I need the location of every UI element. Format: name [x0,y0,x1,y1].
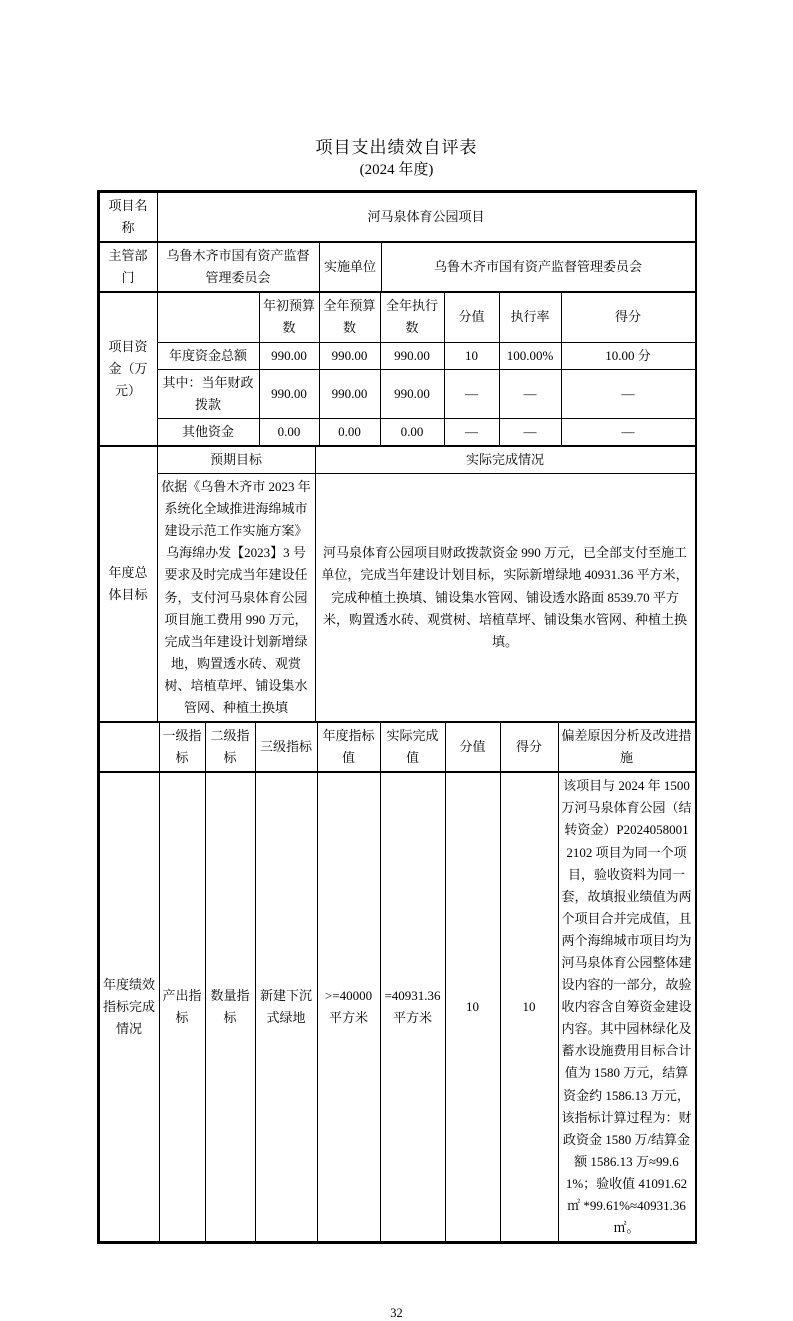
goal-header-row [99,446,695,473]
indicator-actual-value: =40931.36 平方米 [380,772,445,1241]
actual-completion-header: 实际完成情况 [315,446,695,473]
indicator-level1-value: 产出指标 [159,772,205,1241]
table-row [99,193,695,242]
funds-other-label: 其他资金 [157,418,259,445]
funds-blank-cell [157,293,259,342]
funds-row-fiscal [99,369,695,418]
expected-goal-text: 依据《乌鲁木齐市 2023 年系统化全域推进海绵城市建设示范工作实施方案》乌海绵办发【2023】3 号要求及时完成当年建设任务，支付河马泉体育公园项目施工费用 990 万元，完成当年建设计划新增绿地，购置透水砖、观赏树、培植草坪、铺设集水管网、种植土换填 [157,474,315,722]
expected-goal-header: 预期目标 [157,446,315,473]
funds-col-annual-executed: 全年执行数 [380,293,444,342]
performance-table [97,190,697,1244]
funds-fiscal-score: — [561,369,695,418]
goal-content-row [99,474,695,722]
indicators-col-level2: 二级指标 [205,723,255,773]
funds-total-label: 年度资金总额 [157,342,259,369]
table-row [99,243,695,292]
funds-other-score-value: — [444,418,499,445]
funds-other-exec-rate: — [499,418,561,445]
funds-fiscal-executed: 990.00 [380,369,444,418]
indicator-target-value: >=40000 平方米 [317,772,380,1241]
indicators-col-deviation: 偏差原因分析及改进措施 [558,723,695,773]
indicator-level3-value: 新建下沉式绿地 [255,772,317,1241]
indicators-section-label: 年度绩效指标完成情况 [99,772,159,1241]
funds-total-exec-rate: 100.00% [499,342,561,369]
funds-row-other [99,418,695,445]
indicator-deviation-text: 该项目与 2024 年 1500 万河马泉体育公园（结转资金）P20240580012102 项目为同一个项目，验收资料为同一套，故填报业绩值为两个项目合并完成值，且两个海绵城市项目均为河马泉体育公园整体建设内容的一部分，故验收内容含自筹资金建设内容。其中园林绿化及蓄水设施费用目标合计值为 1580 万元，结算资金约 1586.13 万元，该指标计算过程为：财政资金 1580 万/结算金额 1586.13 万≈99.61%；验收值 41091.62 ㎡ *99.61%≈40931.36 ㎡。 [558,772,695,1241]
funds-section-label: 项目资金（万元） [99,293,157,446]
section-indicators [99,722,696,1242]
funds-other-initial: 0.00 [259,418,319,445]
section-department [99,242,696,292]
funds-fiscal-exec-rate: — [499,369,561,418]
annual-goal-label: 年度总体目标 [99,446,157,721]
indicators-col-level3: 三级指标 [255,723,317,773]
funds-total-executed: 990.00 [380,342,444,369]
funds-col-score: 得分 [561,293,695,342]
implementing-unit-value: 乌鲁木齐市国有资产监督管理委员会 [381,243,695,292]
indicators-header-row [99,723,695,773]
department-value: 乌鲁木齐市国有资产监督管理委员会 [157,243,319,292]
funds-col-initial-budget: 年初预算数 [259,293,319,342]
indicators-col-score-value: 分值 [445,723,500,773]
indicators-col-actual: 实际完成值 [380,723,445,773]
section-project-name [99,192,696,242]
section-annual-goal [99,446,696,722]
funds-col-exec-rate: 执行率 [499,293,561,342]
indicators-corner-cell [99,723,159,773]
page-number: 32 [390,1306,403,1321]
section-funds [99,292,696,446]
indicators-col-target: 年度指标值 [317,723,380,773]
funds-other-score: — [561,418,695,445]
funds-fiscal-annual: 990.00 [319,369,380,418]
actual-completion-text: 河马泉体育公园项目财政拨款资金 990 万元，已全部支付至施工单位，完成当年建设计划目标，实际新增绿地 40931.36 平方米，完成种植土换填、铺设集水管网、铺设透水路面 8539.70 平方米，购置透水砖、观赏树、培植草坪、铺设集水管网、种植土换填。 [315,474,695,722]
implementing-unit-label: 实施单位 [319,243,381,292]
funds-fiscal-label: 其中：当年财政拨款 [157,369,259,418]
department-label: 主管部门 [99,243,157,292]
funds-total-score: 10.00 分 [561,342,695,369]
indicator-level2-value: 数量指标 [205,772,255,1241]
indicators-col-level1: 一级指标 [159,723,205,773]
project-name-label: 项目名称 [99,193,157,242]
indicators-col-score: 得分 [500,723,558,773]
funds-col-score-value: 分值 [444,293,499,342]
indicators-body-row [99,772,695,1241]
funds-total-initial: 990.00 [259,342,319,369]
funds-col-annual-budget: 全年预算数 [319,293,380,342]
funds-other-executed: 0.00 [380,418,444,445]
funds-total-annual: 990.00 [319,342,380,369]
funds-row-total [99,342,695,369]
project-name-value: 河马泉体育公园项目 [157,193,695,242]
document-subtitle: (2024 年度) [359,162,434,178]
funds-total-score-value: 10 [444,342,499,369]
funds-fiscal-score-value: — [444,369,499,418]
funds-fiscal-initial: 990.00 [259,369,319,418]
indicator-score: 10 [500,772,558,1241]
indicator-score-value: 10 [445,772,500,1241]
document-title: 项目支出绩效自评表 [315,138,478,157]
funds-other-annual: 0.00 [319,418,380,445]
funds-header-row [99,293,695,342]
